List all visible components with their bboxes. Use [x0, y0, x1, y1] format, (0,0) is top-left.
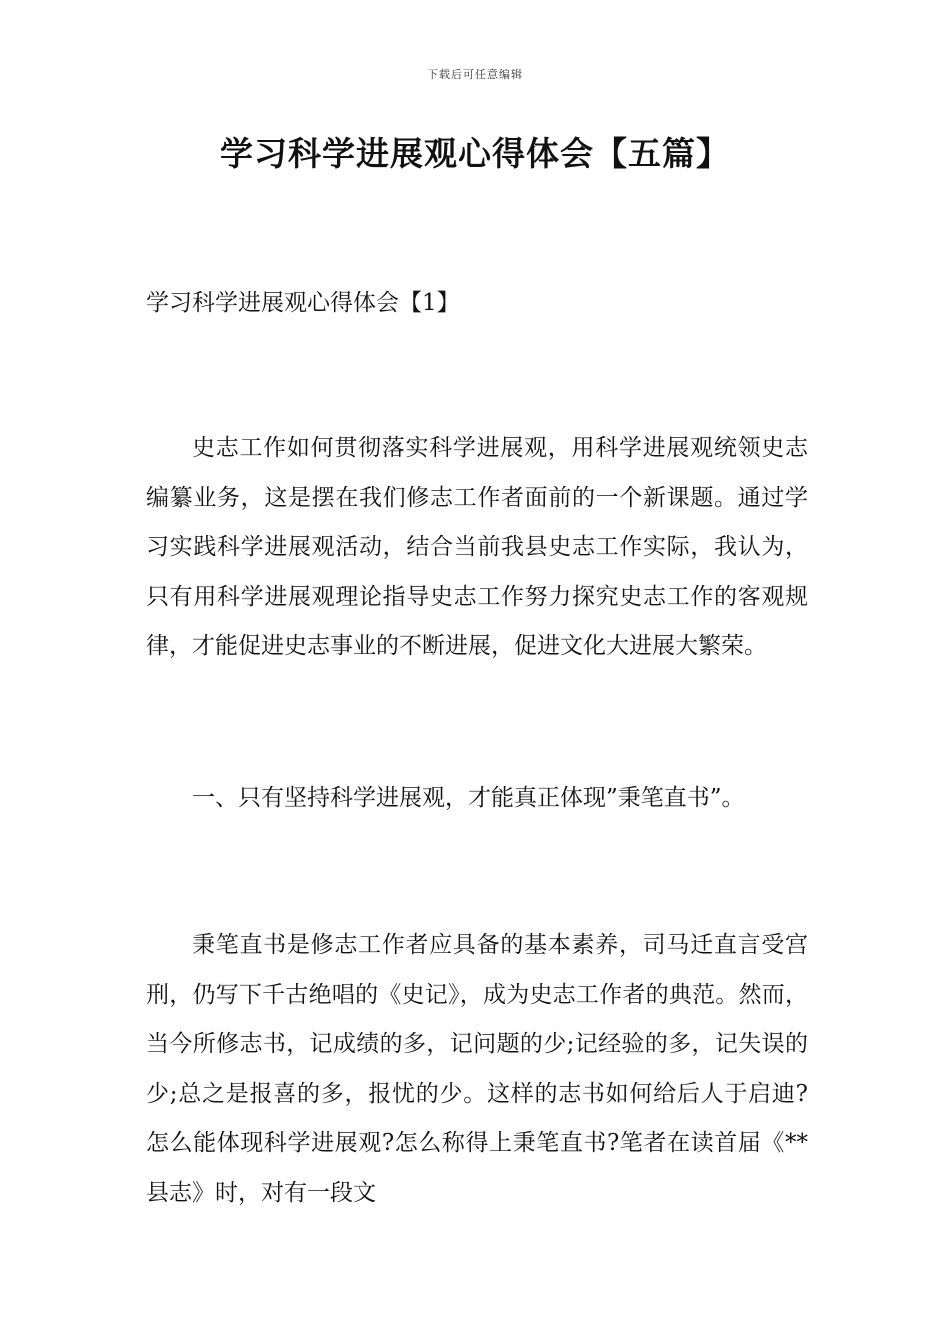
paragraph-body: 秉笔直书是修志工作者应具备的基本素养，司马迁直言受宫刑，仍写下千古绝唱的《史记》，成为史志工作者的典范。然而，当今所修志书，记成绩的多，记问题的少;记经验的多，记失误的少;总之是报喜的多，报忧的少。这样的志书如何给后人于启迪?怎么能体现科学进展观?怎么称得上秉笔直书?笔者在读首届《**县志》时，对有一段文	[146, 932, 808, 1206]
document-title: 学习科学进展观心得体会【五篇】	[220, 134, 730, 173]
paragraph-intro: 史志工作如何贯彻落实科学进展观，用科学进展观统领史志编纂业务，这是摆在我们修志工作者面前的一个新课题。通过学习实践科学进展观活动，结合当前我县史志工作实际，我认为，只有用科学进展观理论指导史志工作努力探究史志工作的客观规律，才能促进史志事业的不断进展，促进文化大进展大繁荣。	[146, 435, 808, 659]
section-heading: 学习科学进展观心得体会【1】	[146, 290, 460, 316]
header-note: 下载后可任意编辑	[427, 68, 523, 81]
paragraph-point-one: 一、只有坚持科学进展观，才能真正体现”秉笔直书”。	[192, 785, 745, 811]
